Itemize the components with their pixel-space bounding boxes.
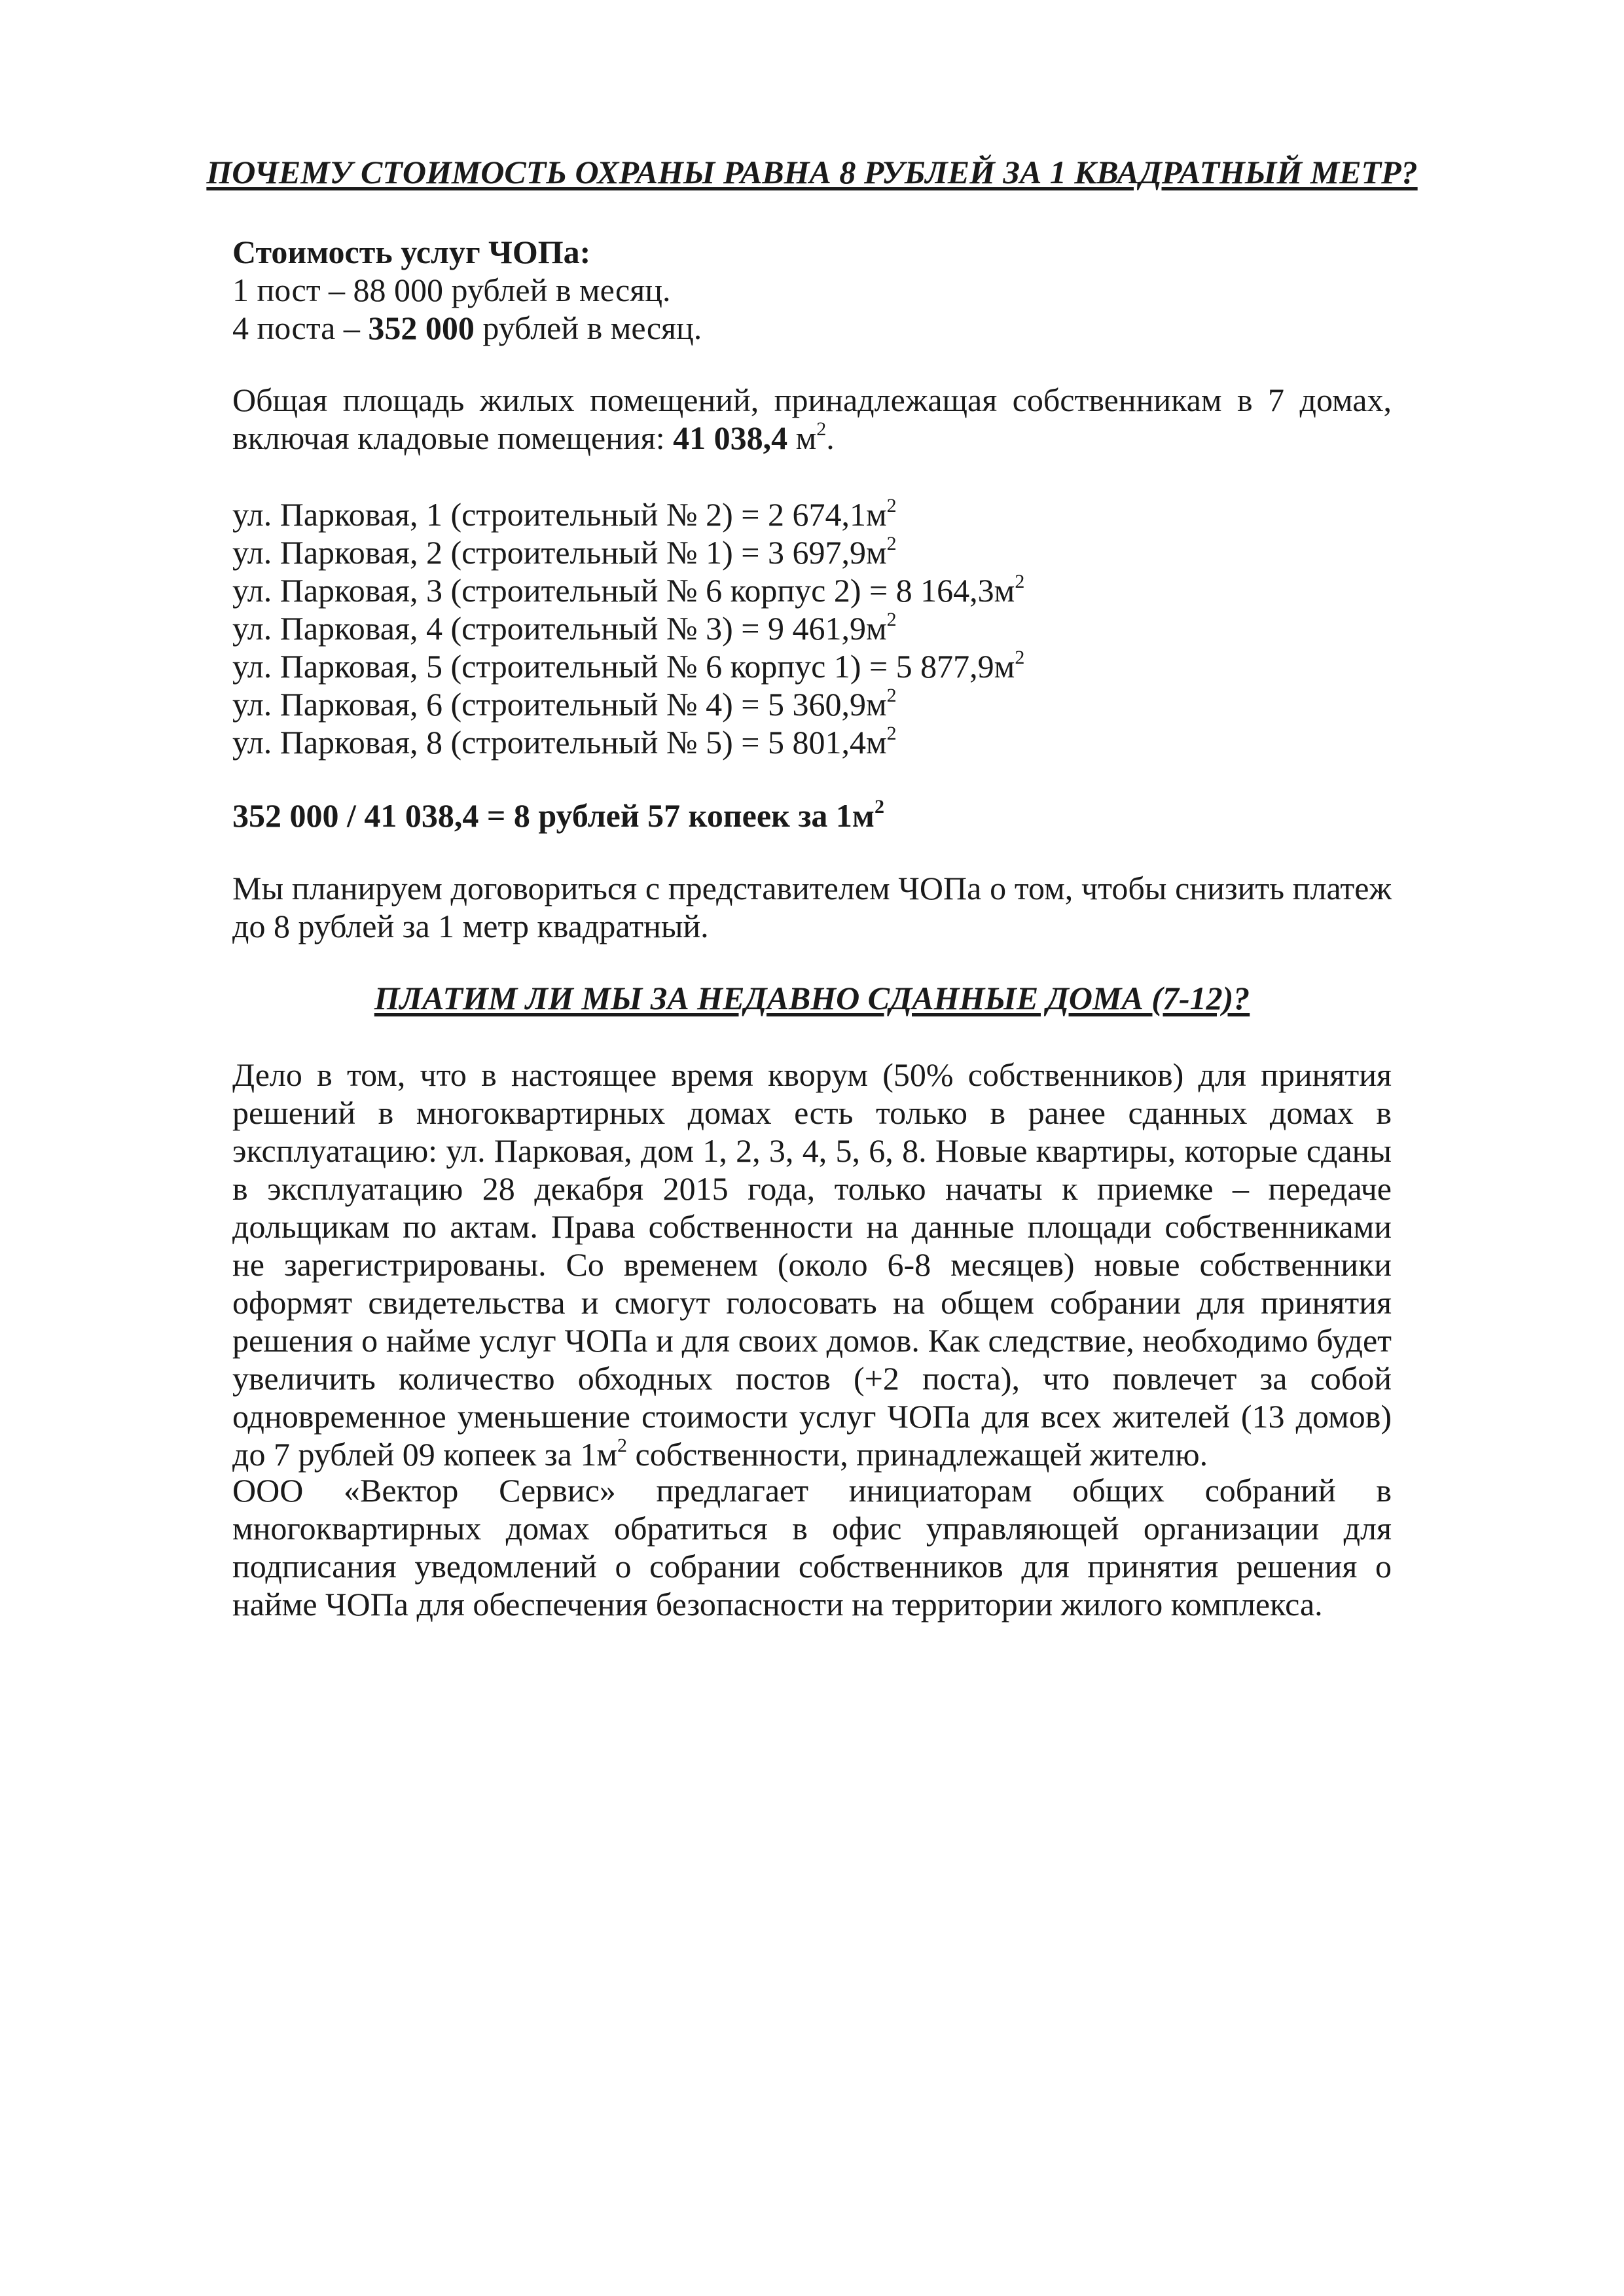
list-item: ул. Парковая, 5 (строительный № 6 корпус 1) = 5 $877,9м^2$ xyxy=(232,647,1025,685)
list-item: ул. Парковая, 6 (строительный № 4) = 5 $360,9м^2$ xyxy=(232,685,897,723)
quorum-end: собственности, принадлежащей жителю. xyxy=(627,1436,1208,1473)
area-value: 41 038,4 xyxy=(673,420,788,456)
list-item: ул. Парковая, 1 (строительный № 2) = 2 $674,1м^2$ xyxy=(232,495,897,533)
cost-heading: Стоимость услуг ЧОПа: xyxy=(232,234,591,270)
cost-line-2-prefix: 4 поста – xyxy=(232,310,369,346)
area-unit: м xyxy=(787,420,817,456)
heading-security-cost: ПОЧЕМУ СТОИМОСТЬ ОХРАНЫ РАВНА 8 РУБЛЕЙ ЗА 1 КВАДРАТНЫЙ МЕТР? xyxy=(206,154,1418,190)
cost-line-2 xyxy=(232,309,1392,347)
cost-line-1: 1 пост – 88 000 рублей в месяц. xyxy=(232,272,671,308)
cost-block xyxy=(232,233,1392,347)
plan-text: Мы планируем договориться с представителем ЧОПа о том, чтобы снизить платеж до 8 рублей за 1 метр квадратный. xyxy=(232,870,1392,944)
formula-text: 352 000 / 41 038,4 = 8 рублей 57 копеек за 1м xyxy=(232,797,875,834)
cost-line-2-amount: 352 000 xyxy=(368,310,475,346)
quorum-paragraph xyxy=(232,1056,1392,1473)
heading-new-houses: ПЛАТИМ ЛИ МЫ ЗА НЕДАВНО СДАННЫЕ ДОМА (7-12)? xyxy=(374,980,1250,1016)
list-item: ул. Парковая, 3 (строительный № 6 корпус 2) = 8 $164,3м^2$ xyxy=(232,571,1025,609)
plan-paragraph xyxy=(232,869,1392,945)
quorum-text: Дело в том, что в настоящее время кворум (50% собственников) для принятия решений в многоквартирных домах есть только в ранее сданных домах в эксплуатацию: ул. Парковая, дом 1, 2, 3, 4, 5, 6, 8. Новые квартиры, которые сданы в эксплуатацию 28 декабря 2015 года, только начаты к приемке – передаче дольщикам по актам. Права собственности на данные площади собственниками не зарегистрированы. Со временем (около 6-8 месяцев) новые собственники оформят свидетельства и смогут голосовать на общем собрании для принятия решения о найме услуг ЧОПа и для своих домов. Как следствие, необходимо будет увеличить количество обходных постов (+2 поста), что повлечет за собой одновременное уменьшение стоимости услуг ЧОПа для всех жителей (13 домов) до 7 рублей 09 копеек за 1м xyxy=(232,1056,1392,1473)
offer-paragraph xyxy=(232,1471,1392,1623)
area-unit-sup: 2 xyxy=(816,418,827,440)
offer-text: ООО «Вектор Сервис» предлагает инициаторам общих собраний в многоквартирных домах обратиться в офис управляющей организации для подписания уведомлений о собрании собственников для принятия решения о найме ЧОПа для обеспечения безопасности на территории жилого комплекса. xyxy=(232,1472,1392,1623)
area-end: . xyxy=(826,420,835,456)
list-item: ул. Парковая, 4 (строительный № 3) = 9 $461,9м^2$ xyxy=(232,609,897,647)
list-item: ул. Парковая, 2 (строительный № 1) = 3 $697,9м^2$ xyxy=(232,533,897,571)
area-paragraph xyxy=(232,381,1392,457)
list-item: ул. Парковая, 8 (строительный № 5) = 5 $801,4м^2$ xyxy=(232,723,897,761)
formula-sup: 2 xyxy=(874,796,884,818)
formula-line xyxy=(232,797,1392,834)
area-text: Общая площадь жилых помещений, принадлежащая собственникам в 7 домах, включая кладовые помещения: xyxy=(232,382,1392,456)
cost-line-2-suffix: рублей в месяц. xyxy=(474,310,702,346)
street-list xyxy=(232,495,1392,761)
quorum-sup: 2 xyxy=(617,1435,627,1457)
